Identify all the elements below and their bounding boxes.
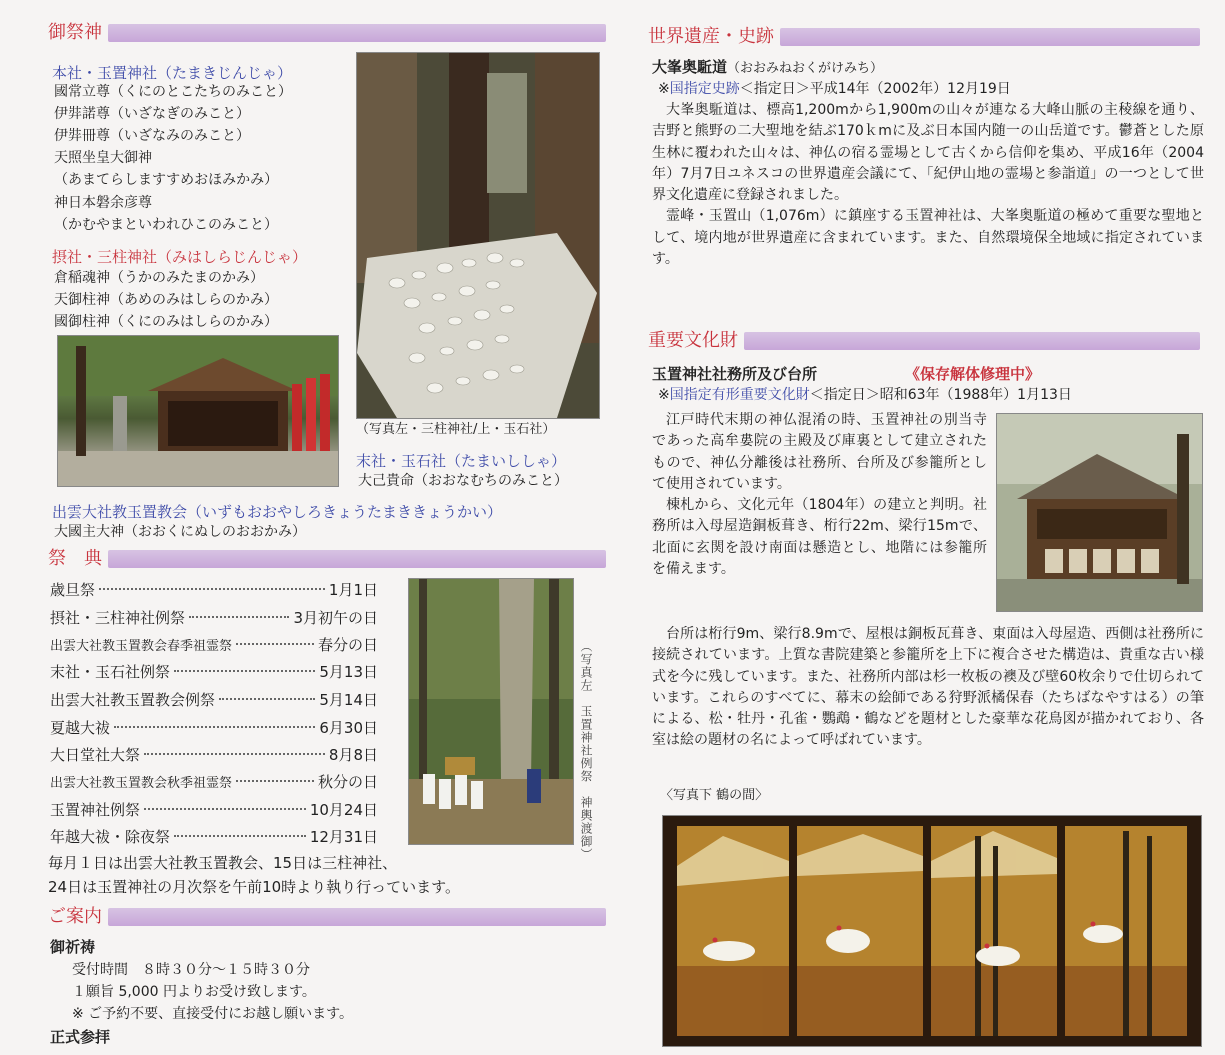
heritage-designation	[658, 79, 1011, 99]
dot-leader	[144, 808, 306, 810]
shamusho-building-photo	[996, 413, 1203, 612]
honsha-deity: 伊弉諾尊（いざなぎのみこと）	[54, 106, 250, 122]
festival-name: 玉置神社例祭	[50, 800, 141, 819]
dot-leader	[144, 753, 325, 755]
honsha-title: 本社・玉置神社（たまきじんじゃ）	[52, 64, 293, 82]
festival-row	[50, 770, 378, 792]
cultural-paragraph: 棟札から、文化元年（1804年）の建立と判明。社務所は入母屋造銅板葺き、桁行22m、梁行15mで、北面に玄関を設け南面は懸造とし、地階には参籠所を備えます。	[652, 497, 987, 578]
dot-leader	[189, 616, 289, 618]
festival-row	[50, 825, 378, 847]
cultural-body-narrow	[652, 410, 987, 580]
honsha-deity: （かむやまといわれひこのみこと）	[54, 217, 278, 233]
festival-date: 12月31日	[309, 827, 378, 846]
cultural-designation	[658, 385, 1072, 405]
monthly-note-line1: 毎月１日は出雲大社教玉置教会、15日は三柱神社、	[48, 854, 398, 872]
festival-date: 1月1日	[328, 580, 378, 599]
honsha-deity: 伊弉冊尊（いざなみのみこと）	[54, 128, 250, 144]
festival-date: 秋分の日	[317, 772, 378, 791]
dot-leader	[114, 726, 315, 728]
festival-name: 出雲大社教玉置教会秋季祖霊祭	[50, 775, 233, 791]
festival-row	[50, 633, 378, 655]
header-bar	[744, 332, 1200, 350]
monthly-note-line2: 24日は玉置神社の月次祭を午前10時より執り行っています。	[48, 878, 460, 896]
festival-date: 6月30日	[319, 718, 378, 737]
dot-leader	[219, 698, 315, 700]
designation-prefix: ※	[658, 387, 670, 403]
header-bar	[108, 24, 606, 42]
festival-name: 摂社・三柱神社例祭	[50, 608, 186, 627]
cultural-paragraph: 江戸時代末期の神仏混淆の時、玉置神社の別当寺であった高牟婁院の主殿及び庫裏として建立されたもので、神仏分離後は社務所、台所及び参籠所として使用されています。	[652, 412, 987, 492]
procession-photo	[408, 578, 574, 845]
festival-date: 10月24日	[309, 800, 378, 819]
festival-row	[50, 798, 378, 820]
header-bar	[108, 550, 606, 568]
cultural-body-wide	[652, 624, 1204, 752]
dot-leader	[99, 588, 325, 590]
designation-label: 国指定史跡	[669, 81, 740, 97]
festival-name: 大日堂社大祭	[50, 745, 141, 764]
sessha-title: 摂社・三柱神社（みはしらじんじゃ）	[52, 248, 308, 266]
festival-date: 5月13日	[319, 662, 378, 681]
festival-row	[50, 660, 378, 682]
sessha-deity: 國御柱神（くにのみはしらのかみ）	[54, 314, 278, 330]
header-bar	[780, 28, 1200, 46]
gosaijin-photo-caption: （写真左・三柱神社/上・玉石社）	[356, 422, 556, 437]
cultural-heading: 重要文化財	[648, 330, 738, 351]
designation-date: ＜指定日＞昭和63年（1988年）1月13日	[809, 387, 1072, 403]
heritage-paragraph: 大峯奥駈道は、標高1,200mから1,900mの山々が連なる大峰山脈の主稜線を通り、吉野と熊野の二大聖地を結ぶ170ｋmに及ぶ日本国内随一の山岳道です。鬱蒼とした原生林に覆われた山々は、神仏の宿る霊場として古くから信仰を集め、平成16年（2004年）7月7日ユネスコの世界遺産会議にて、「紀伊山地の霊場と参詣道」の一つとして世界文化遺産に登録されました。	[652, 102, 1204, 204]
dot-leader	[236, 780, 314, 782]
annai-heading: ご案内	[48, 906, 102, 927]
massha-title: 末社・玉石社（たまいししゃ）	[356, 452, 567, 470]
heritage-header	[648, 26, 1200, 48]
crane-room-painting	[662, 815, 1202, 1047]
festival-row	[50, 743, 378, 765]
massha-deity: 大己貴命（おおなむちのみこと）	[358, 473, 568, 489]
designation-date: ＜指定日＞平成14年（2002年）12月19日	[739, 81, 1011, 97]
mihashira-shrine-photo	[57, 335, 339, 487]
crane-room-caption: 〈写真下 鶴の間〉	[660, 788, 769, 803]
saiten-header	[48, 548, 606, 570]
sessha-deity: 倉稲魂神（うかのみたまのかみ）	[54, 270, 264, 286]
heritage-heading: 世界遺産・史跡	[648, 26, 774, 47]
gosaijin-heading: 御祭神	[48, 22, 102, 43]
tamaishi-stones-photo	[356, 52, 600, 419]
cultural-header	[648, 330, 1200, 352]
festival-name: 歳旦祭	[50, 580, 96, 599]
cultural-title: 玉置神社社務所及び台所	[652, 365, 818, 383]
festival-name: 末社・玉石社例祭	[50, 662, 171, 681]
honsha-deity: 神日本磐余彦尊	[54, 195, 152, 211]
festival-row	[50, 606, 378, 628]
festival-date: 8月8日	[328, 745, 378, 764]
festival-name: 夏越大祓	[50, 718, 111, 737]
festival-date: 3月初午の日	[293, 608, 378, 627]
izumo-deity: 大國主大神（おおくにぬしのおおかみ）	[54, 524, 306, 540]
festival-name: 年越大祓・除夜祭	[50, 827, 171, 846]
saiten-heading: 祭 典	[48, 548, 102, 569]
festival-name: 出雲大社教玉置教会春季祖霊祭	[50, 638, 233, 654]
header-bar	[108, 908, 606, 926]
heritage-title	[652, 57, 883, 79]
dot-leader	[174, 835, 306, 837]
festival-row	[50, 688, 378, 710]
designation-prefix: ※	[658, 81, 670, 97]
designation-label: 国指定有形重要文化財	[669, 387, 810, 403]
festival-date: 5月14日	[319, 690, 378, 709]
gokito-title: 御祈祷	[50, 938, 96, 956]
festival-date: 春分の日	[317, 635, 378, 654]
izumo-title: 出雲大社教玉置教会（いずもおおやしろきょうたまききょうかい）	[52, 503, 503, 521]
procession-photo-caption: （写真左 玉置神社例祭 神輿渡御）	[579, 640, 593, 861]
sessha-deity: 天御柱神（あめのみはしらのかみ）	[54, 292, 278, 308]
heritage-title-reading: （おおみねおくがけみち）	[727, 61, 884, 76]
honsha-deity: （あまてらしますすめおほみかみ）	[54, 172, 279, 188]
honsha-deity: 天照坐皇大御神	[54, 150, 152, 166]
gokito-line: 受付時間 ８時３０分～１５時３０分	[72, 962, 310, 978]
festival-name: 出雲大社教玉置教会例祭	[50, 690, 216, 709]
heritage-body	[652, 100, 1204, 270]
festival-row	[50, 716, 378, 738]
gokito-line: ※ ご予約不要、直接受付にお越し願います。	[72, 1006, 354, 1022]
seishiki-title: 正式参拝	[50, 1028, 111, 1046]
gosaijin-header	[48, 22, 606, 44]
cultural-status: 《保存解体修理中》	[905, 365, 1041, 383]
heritage-paragraph: 霊峰・玉置山（1,076m）に鎮座する玉置神社は、大峯奥駈道の極めて重要な聖地として、境内地が世界遺産に含まれています。また、自然環境保全地域に指定されています。	[652, 208, 1204, 268]
gokito-line: １願旨 5,000 円よりお受け致します。	[72, 984, 316, 1000]
dot-leader	[174, 670, 315, 672]
annai-header	[48, 906, 606, 928]
heritage-title-main: 大峯奥駈道	[652, 58, 728, 76]
cultural-paragraph: 台所は桁行9m、梁行8.9mで、屋根は銅板瓦葺き、東面は入母屋造、西側は社務所に接続されています。上質な書院建築と参籠所を上下に複合させた構造は、貴重な古い様式を今に残しています。また、社務所内部は杉一枚板の襖及び壁60枚余りで仕切られています。これらのすべてに、幕末の絵師である狩野派橘保春（たちばなやすはる）の筆による、松・牡丹・孔雀・鸚鵡・鶴などを題材とした豪華な花鳥図が描かれており、各室は絵の題材の名によって呼ばれています。	[652, 626, 1204, 749]
honsha-deity: 國常立尊（くにのとこたちのみこと）	[54, 84, 292, 100]
festival-row	[50, 578, 378, 600]
dot-leader	[236, 643, 314, 645]
